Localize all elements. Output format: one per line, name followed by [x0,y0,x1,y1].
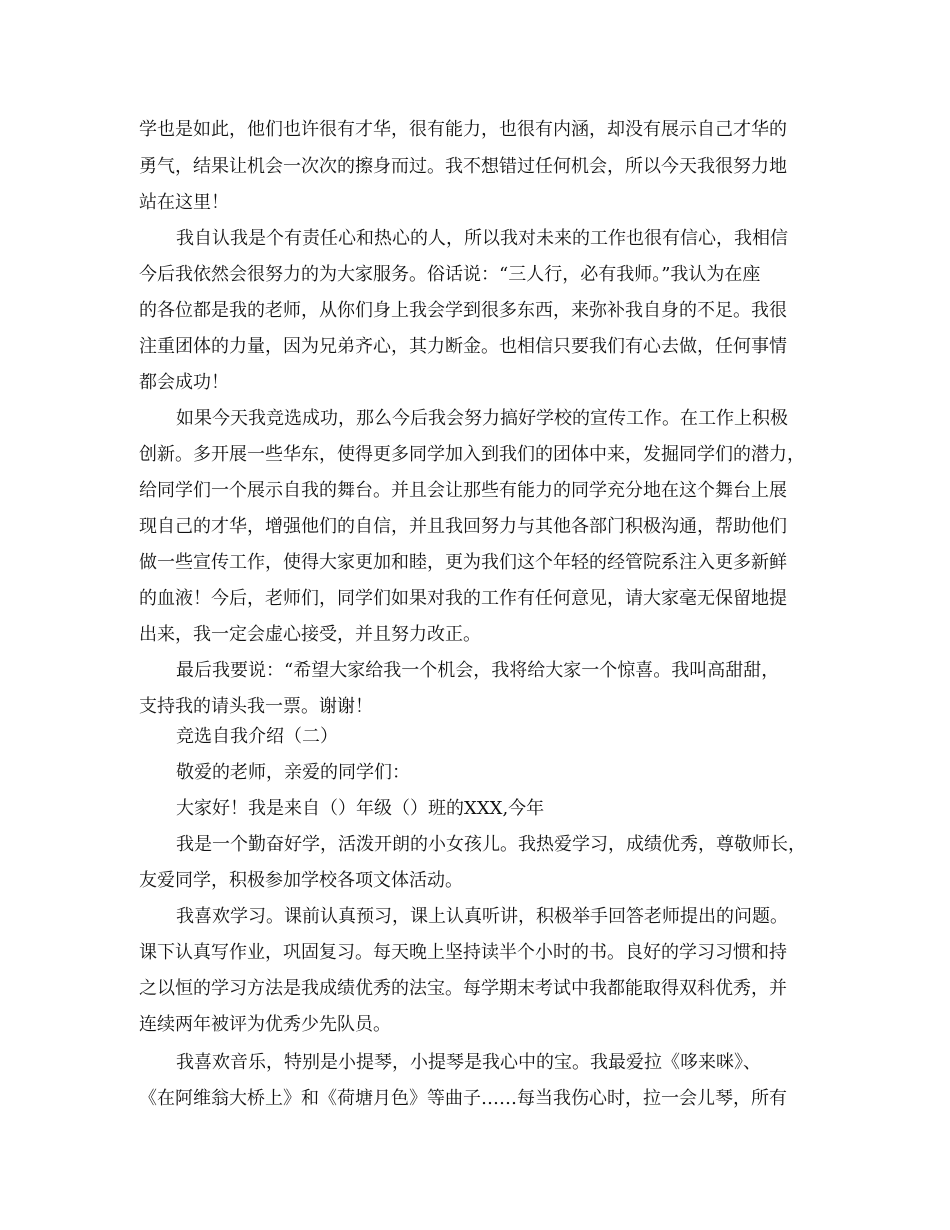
text-line: 做一些宣传工作，使得大家更加和睦，更为我们这个年轻的经管院系注入更多新鲜 [139,552,787,573]
text-line: 现自己的才华，增强他们的自信，并且我回努力与其他各部门积极沟通，帮助他们 [139,516,787,537]
paragraph-start-line: 我自认我是个有责任心和热心的人，所以我对未来的工作也很有信心，我相信 [176,228,788,249]
paragraph-start-line: 我是一个勤奋好学，活泼开朗的小女孩儿。我热爱学习，成绩优秀，尊敬师长， [176,834,806,855]
text-line: 创新。多开展一些华东，使得更多同学加入到我们的团体中来，发掘同学们的潜力， [139,444,805,465]
salutation: 敬爱的老师，亲爱的同学们： [176,762,410,783]
text-line: 之以恒的学习方法是我成绩优秀的法宝。每学期末考试中我都能取得双科优秀，并 [139,978,787,999]
text-line: 注重团体的力量，因为兄弟齐心，其力断金。也相信只要我们有心去做，任何事情 [139,336,787,357]
paragraph-start-line: 我喜欢音乐，特别是小提琴，小提琴是我心中的宝。我最爱拉《哆来咪》、 [176,1052,761,1073]
text-line: 给同学们一个展示自我的舞台。并且会让那些有能力的同学充分地在这个舞台上展 [139,480,787,501]
paragraph-start-line: 最后我要说：“希望大家给我一个机会，我将给大家一个惊喜。我叫高甜甜， [176,660,780,681]
text-line: 勇气，结果让机会一次次的擦身而过。我不想错过任何机会，所以今天我很努力地 [139,156,787,177]
paragraph-start-line: 大家好！我是来自（）年级（）班的XXX,今年 [176,798,545,819]
text-line: 的各位都是我的老师，从你们身上我会学到很多东西，来弥补我自身的不足。我很 [139,300,787,321]
text-line: 出来，我一定会虚心接受，并且努力改正。 [139,624,481,645]
text-line: 连续两年被评为优秀少先队员。 [139,1014,391,1035]
text-line: 支持我的请头我一票。谢谢！ [139,696,373,717]
paragraph-start-line: 如果今天我竞选成功，那么今后我会努力搞好学校的宣传工作。在工作上积极 [176,408,788,429]
text-line: 站在这里！ [139,192,229,213]
text-line: 《在阿维翁大桥上》和《荷塘月色》等曲子……每当我伤心时，拉一会儿琴，所有 [139,1088,787,1109]
paragraph-start-line: 我喜欢学习。课前认真预习，课上认真听讲，积极举手回答老师提出的问题。 [176,906,788,927]
text-line: 课下认真写作业，巩固复习。每天晚上坚持读半个小时的书。良好的学习习惯和持 [139,942,787,963]
section-title: 竞选自我介绍（二） [176,726,338,747]
text-line: 学也是如此，他们也许很有才华，很有能力，也很有内涵，却没有展示自己才华的 [139,119,787,140]
text-line: 今后我依然会很努力的为大家服务。俗话说：“三人行，必有我师。”我认为在座 [139,264,761,285]
text-line: 友爱同学，积极参加学校各项文体活动。 [139,870,463,891]
text-line: 都会成功！ [139,372,229,393]
text-line: 的血液！今后，老师们，同学们如果对我的工作有任何意见，请大家毫无保留地提 [139,588,787,609]
